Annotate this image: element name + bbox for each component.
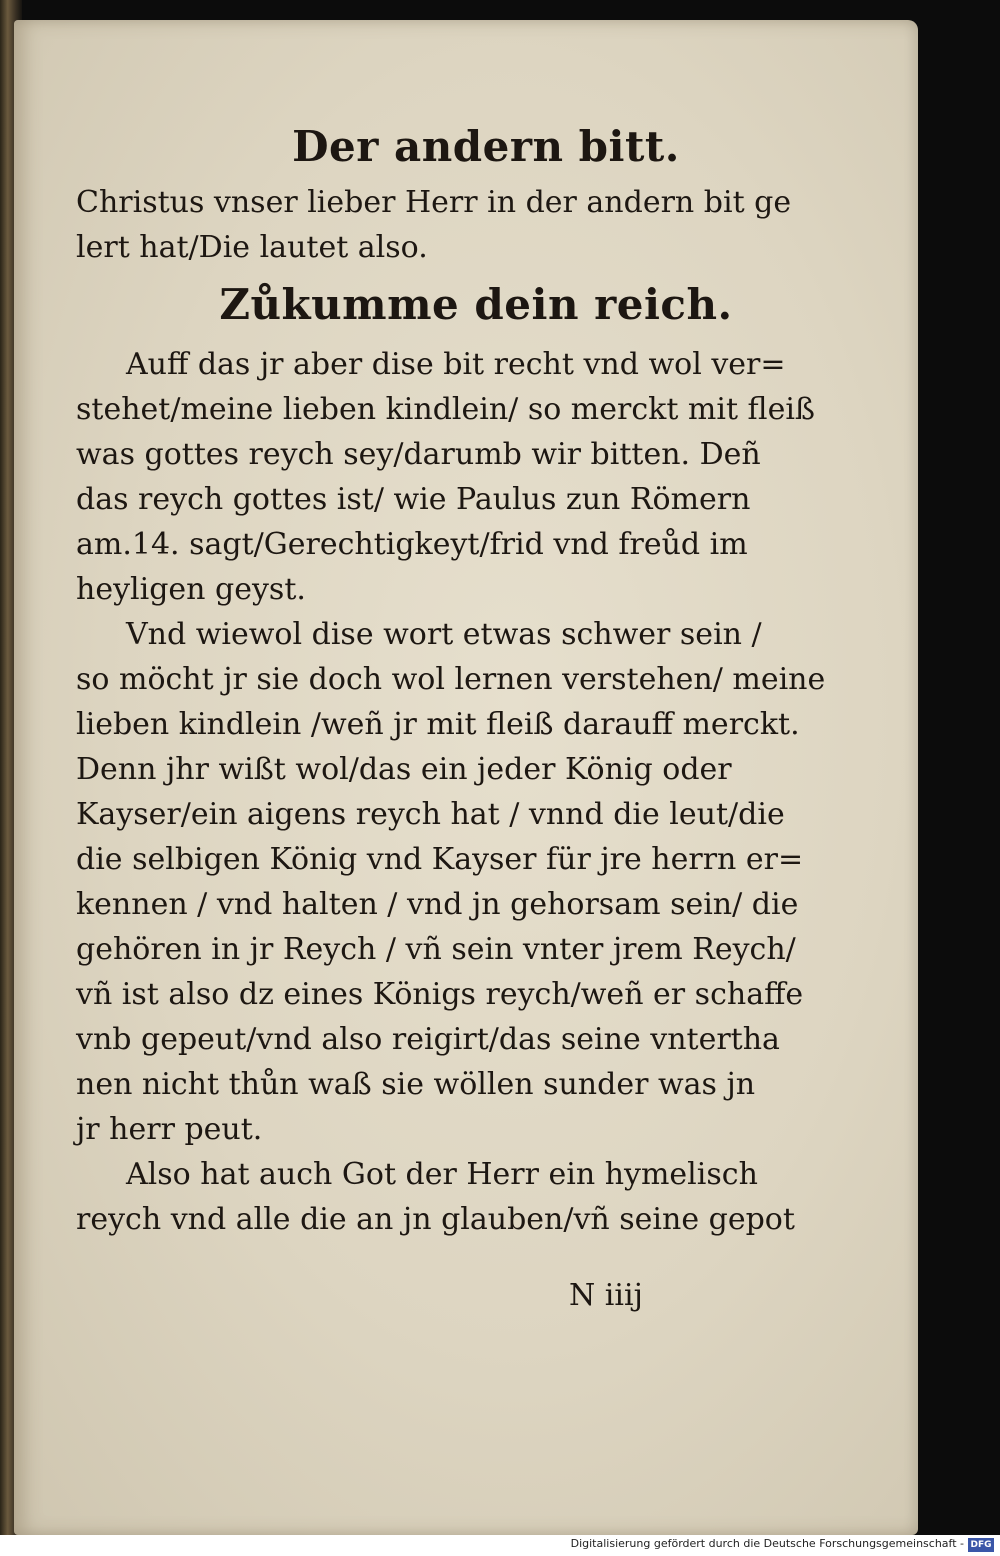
text-line: vñ ist also dz eines Königs reych/weñ er schaffe bbox=[76, 977, 804, 1012]
text-line: jr herr peut. bbox=[76, 1112, 263, 1147]
text-line: Christus vnser lieber Herr in der andern bit ge bbox=[76, 185, 792, 220]
footer-bar bbox=[0, 1535, 1000, 1556]
text-line: kennen / vnd halten / vnd jn gehorsam sein/ die bbox=[76, 887, 799, 922]
text-line: stehet/meine lieben kindlein/ so merckt mit fleiß bbox=[76, 392, 815, 427]
text-line: das reych gottes ist/ wie Paulus zun Römern bbox=[76, 482, 751, 517]
text-line: vnb gepeut/vnd also reigirt/das seine vntertha bbox=[76, 1022, 780, 1057]
text-line: nen nicht thůn waß sie wöllen sunder was jn bbox=[76, 1067, 756, 1102]
book-page bbox=[14, 20, 918, 1535]
text-line: gehören in jr Reych / vñ sein vnter jrem Reych/ bbox=[76, 932, 796, 967]
text-line: Also hat auch Got der Herr ein hymelisch bbox=[126, 1157, 758, 1192]
text-line: heyligen geyst. bbox=[76, 572, 306, 607]
prayer-heading: Zůkumme dein reich. bbox=[219, 280, 733, 329]
text-line: so möcht jr sie doch wol lernen verstehen/ meine bbox=[76, 662, 826, 697]
text-line: Vnd wiewol dise wort etwas schwer sein / bbox=[126, 617, 762, 652]
text-line: Kayser/ein aigens reych hat / vnnd die leut/die bbox=[76, 797, 785, 832]
text-line: was gottes reych sey/darumb wir bitten. Deñ bbox=[76, 437, 761, 472]
page-text bbox=[76, 118, 826, 1242]
signature-mark: N iiij bbox=[569, 1278, 643, 1313]
section-heading: Der andern bitt. bbox=[292, 122, 680, 171]
text-line: Denn jhr wißt wol/das ein jeder König oder bbox=[76, 752, 732, 787]
text-line: Auff das jr aber dise bit recht vnd wol ver= bbox=[126, 347, 786, 382]
text-line: lert hat/Die lautet also. bbox=[76, 230, 428, 265]
text-line: reych vnd alle die an jn glauben/vñ seine gepot bbox=[76, 1202, 795, 1237]
funding-credit: Digitalisierung gefördert durch die Deutsche Forschungsgemeinschaft - bbox=[570, 1537, 964, 1550]
text-line: die selbigen König vnd Kayser für jre herrn er= bbox=[76, 842, 804, 877]
text-line: lieben kindlein /weñ jr mit fleiß darauff merckt. bbox=[76, 707, 800, 742]
dfg-logo-icon: DFG bbox=[968, 1538, 994, 1552]
text-line: am.14. sagt/Gerechtigkeyt/frid vnd freůd im bbox=[76, 527, 748, 562]
